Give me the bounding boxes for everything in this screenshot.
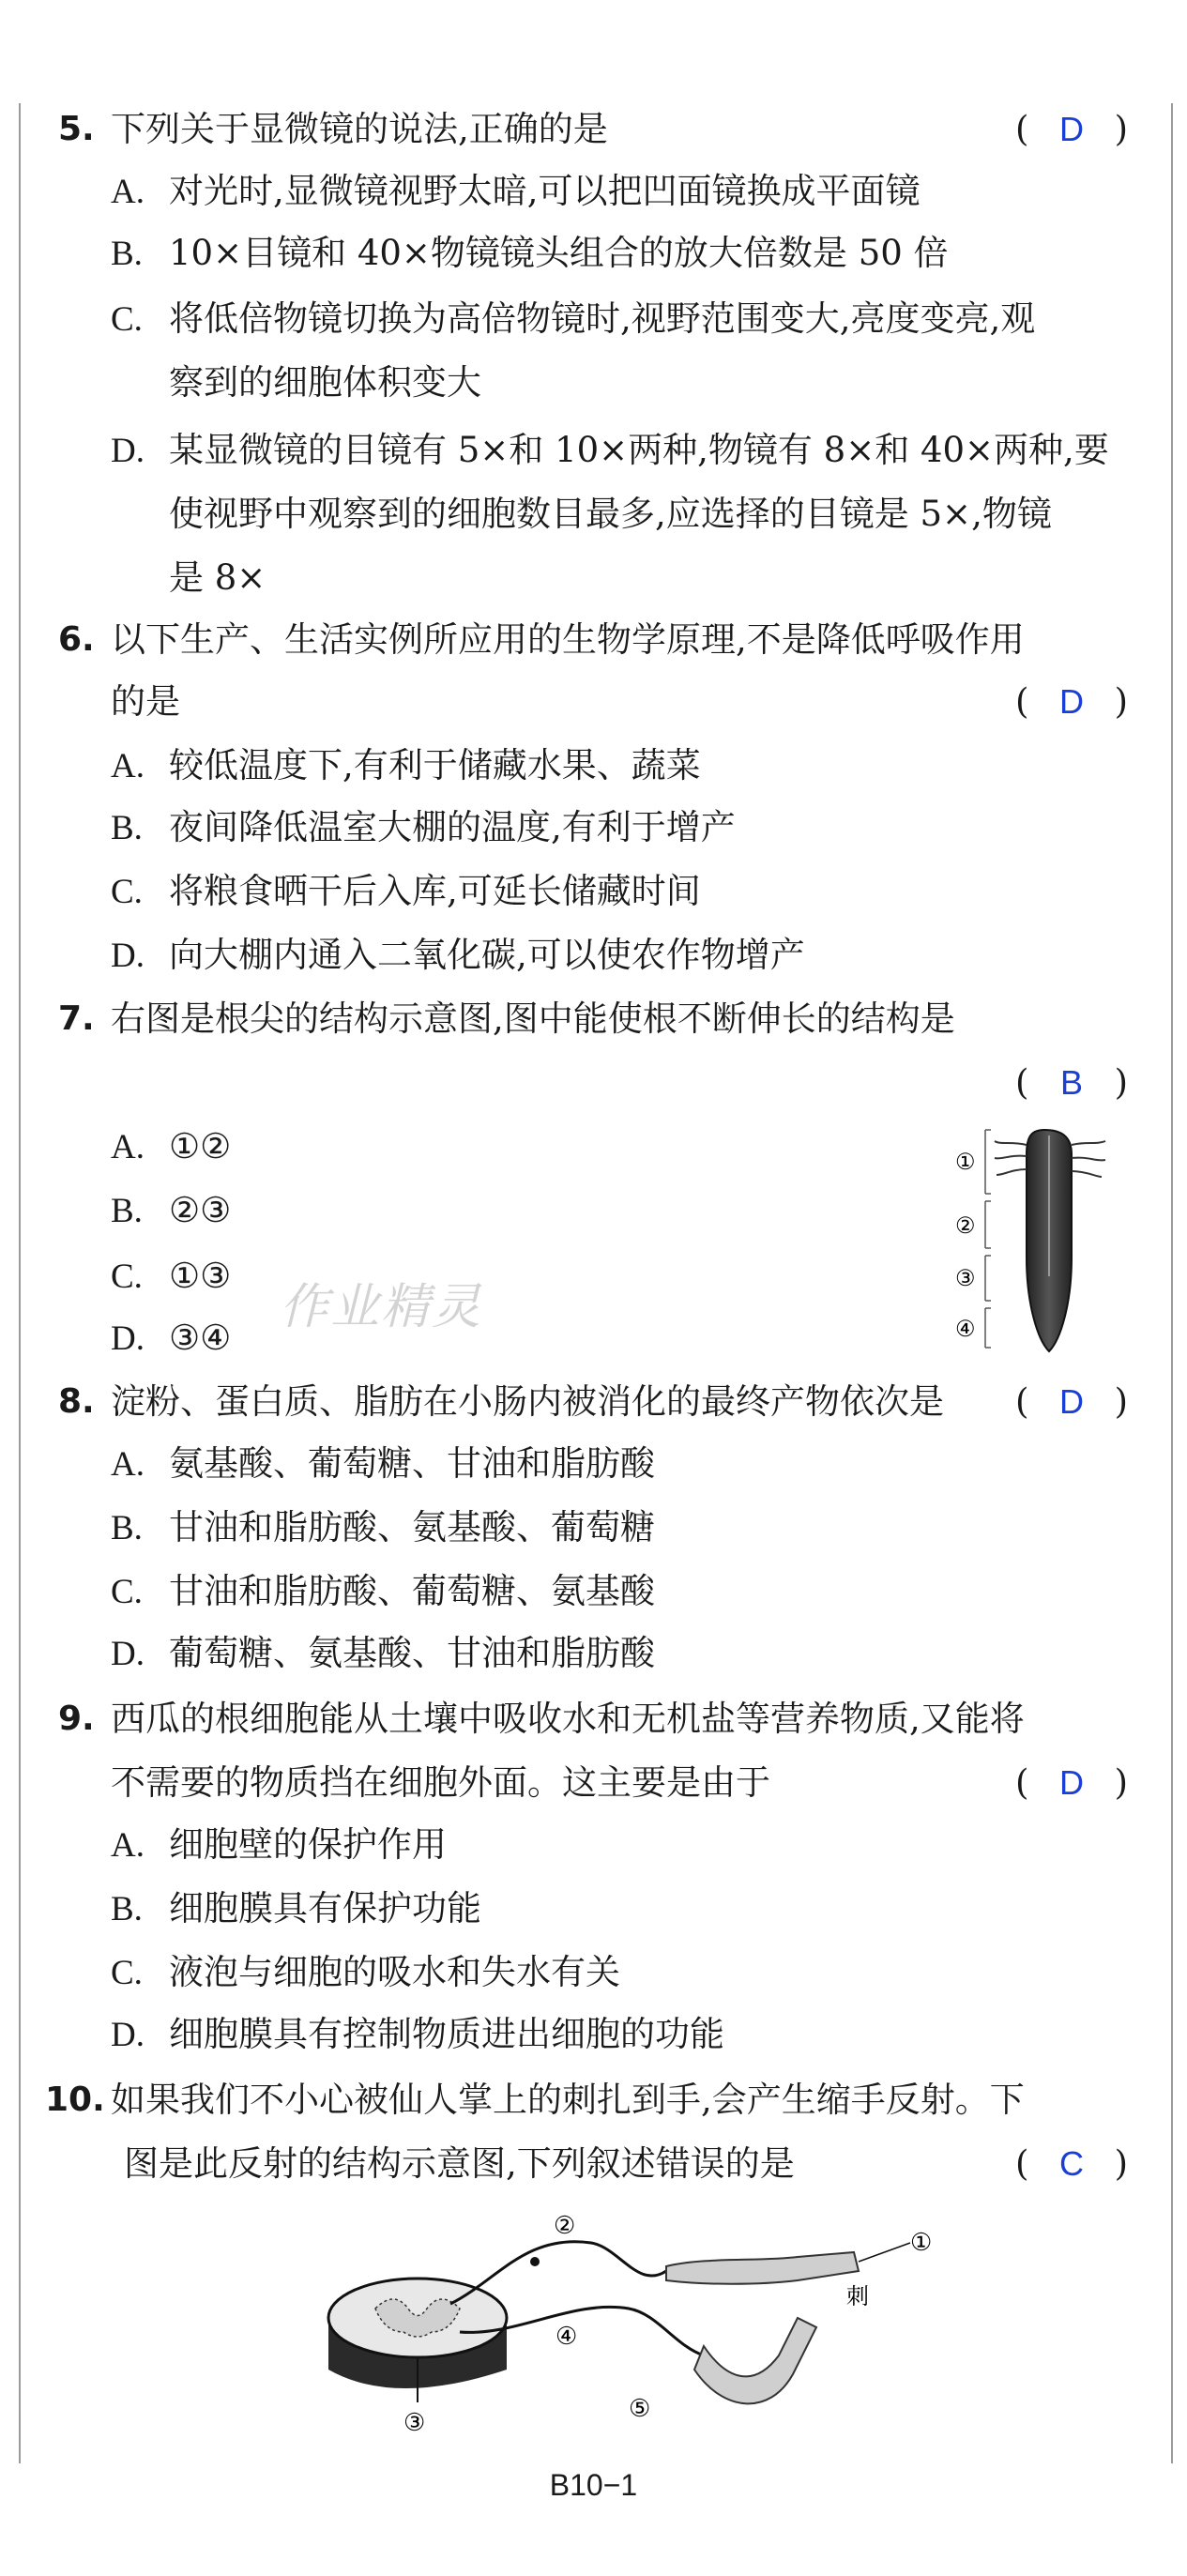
- question-7-stem: [0, 991, 1187, 1047]
- option: [0, 422, 1187, 479]
- question-6-stem: [0, 612, 1187, 668]
- answer-mark: C: [1059, 2144, 1084, 2183]
- option: [0, 291, 1187, 347]
- option-letter: D.: [111, 2016, 145, 2054]
- question-text: 以下生产、生活实例所应用的生物学原理,不是降低呼吸作用: [111, 619, 1025, 660]
- answer-mark: B: [1059, 1063, 1083, 1102]
- page-number: B10−1: [549, 2468, 638, 2502]
- option-letter: A.: [111, 1128, 145, 1166]
- option: [0, 1500, 1187, 1556]
- figure-label: ⑤: [629, 2395, 651, 2423]
- figure-label: ①: [955, 1149, 976, 1175]
- option-text: 氨基酸、葡萄糖、甘油和脂肪酸: [169, 1443, 655, 1484]
- root-tip-figure: [955, 1117, 1143, 1361]
- question-text: 右图是根尖的结构示意图,图中能使根不断伸长的结构是: [111, 998, 955, 1039]
- option-letter: B.: [111, 1890, 143, 1928]
- spinal-cord-section: [328, 2279, 507, 2402]
- question-8-stem: 8. 淀粉、蛋白质、脂肪在小肠内被消化的最终产物依次是 ( D ): [0, 1374, 1187, 1430]
- question-5-stem: 5. 下列关于显微镜的说法,正确的是 ( D ): [0, 101, 1187, 158]
- option-text-cont: 察到的细胞体积变大: [169, 362, 481, 403]
- option-text: 细胞膜具有保护功能: [169, 1888, 481, 1928]
- option-letter: A.: [111, 1445, 145, 1484]
- question-9-stem: [0, 1691, 1187, 1747]
- question-number: 6.: [58, 620, 95, 659]
- figure-label: ④: [555, 2323, 578, 2351]
- option-text: 较低温度下,有利于储藏水果、蔬菜: [169, 745, 701, 785]
- option-letter: A.: [111, 1826, 145, 1865]
- question-number: 8.: [58, 1382, 95, 1421]
- question-text: 如果我们不小心被仙人掌上的刺扎到手,会产生缩手反射。下: [111, 2080, 1025, 2120]
- question-text: 西瓜的根细胞能从土壤中吸收水和无机盐等营养物质,又能将: [111, 1699, 1025, 1739]
- option-letter: D.: [111, 1319, 145, 1358]
- option-text: 甘油和脂肪酸、葡萄糖、氨基酸: [169, 1571, 655, 1611]
- figure-label: ②: [955, 1212, 976, 1239]
- option-letter: C.: [111, 1258, 143, 1296]
- arm-lower: [694, 2318, 816, 2403]
- option-letter: A.: [111, 747, 145, 785]
- figure-label: ③: [403, 2409, 426, 2437]
- option-text: 某显微镜的目镜有 5×和 10×两种,物镜有 8×和 40×两种,要: [169, 430, 1109, 470]
- option-letter: D.: [111, 1635, 145, 1673]
- answer-mark: D: [1059, 1382, 1084, 1421]
- option-letter: B.: [111, 1509, 143, 1547]
- option: [0, 163, 1187, 220]
- option-letter: B.: [111, 235, 143, 273]
- option-letter: D.: [111, 937, 145, 975]
- option: [0, 863, 1187, 920]
- option-letter: B.: [111, 809, 143, 847]
- option-text: 细胞壁的保护作用: [169, 1824, 447, 1865]
- option-letter: C.: [111, 1573, 143, 1611]
- question-text-cont: 的是: [111, 681, 180, 722]
- option: [0, 738, 1187, 794]
- option-text: ①③: [169, 1256, 232, 1296]
- nerve-ganglion: [530, 2257, 540, 2266]
- option-text: 甘油和脂肪酸、氨基酸、葡萄糖: [169, 1507, 655, 1547]
- question-text: 下列关于显微镜的说法,正确的是: [111, 109, 608, 149]
- question-number: 9.: [58, 1700, 95, 1738]
- option-text: 液泡与细胞的吸水和失水有关: [169, 1952, 620, 1992]
- option-text: 细胞膜具有控制物质进出细胞的功能: [169, 2014, 724, 2054]
- option-letter: C.: [111, 873, 143, 911]
- question-number: 7.: [58, 999, 95, 1038]
- reflex-arc-figure: [310, 2215, 985, 2449]
- option: [0, 2006, 1187, 2063]
- option: [0, 1436, 1187, 1492]
- figure-label: ①: [910, 2229, 933, 2257]
- option-text-cont: 使视野中观察到的细胞数目最多,应选择的目镜是 5×,物镜: [169, 494, 1052, 534]
- option: [0, 800, 1187, 856]
- answer-mark: D: [1059, 682, 1084, 721]
- option-text: ①②: [169, 1126, 232, 1166]
- option-text: 对光时,显微镜视野太暗,可以把凹面镜换成平面镜: [169, 171, 921, 211]
- option-text: 夜间降低温室大棚的温度,有利于增产: [169, 807, 736, 847]
- watermark: 作业精灵: [280, 1279, 483, 1335]
- option-letter: B.: [111, 1192, 143, 1230]
- option: [0, 927, 1187, 983]
- figure-label: ②: [554, 2215, 576, 2240]
- figure-label: ③: [955, 1265, 976, 1291]
- question-text: 淀粉、蛋白质、脂肪在小肠内被消化的最终产物依次是: [111, 1381, 944, 1422]
- option-text-cont: 是 8×: [169, 557, 266, 598]
- option-text: 将粮食晒干后入库,可延长储藏时间: [169, 871, 701, 911]
- option-text: ②③: [169, 1190, 232, 1230]
- option-text: 葡萄糖、氨基酸、甘油和脂肪酸: [169, 1633, 655, 1673]
- option-text: 向大棚内通入二氧化碳,可以使农作物增产: [169, 935, 805, 975]
- thorn-label: 刺: [846, 2283, 869, 2309]
- question-text-cont: 不需要的物质挡在细胞外面。这主要是由于: [111, 1762, 770, 1803]
- option-letter: D.: [111, 432, 145, 470]
- option-letter: A.: [111, 173, 145, 211]
- label-brackets: [985, 1130, 991, 1348]
- arm-upper: [666, 2252, 859, 2284]
- option-text: 10×目镜和 40×物镜镜头组合的放大倍数是 50 倍: [169, 233, 949, 273]
- option: [0, 1625, 1187, 1682]
- question-10-stem: [0, 2072, 1187, 2128]
- option-letter: C.: [111, 300, 143, 339]
- option-text: ③④: [169, 1318, 232, 1358]
- option: [0, 1817, 1187, 1873]
- option-letter: C.: [111, 1954, 143, 1992]
- option: [0, 1881, 1187, 1937]
- question-number: 5.: [58, 110, 95, 148]
- answer-mark: D: [1059, 110, 1084, 148]
- question-text-cont: 图是此反射的结构示意图,下列叙述错误的是: [124, 2143, 795, 2184]
- answer-mark: D: [1059, 1763, 1084, 1802]
- question-number: 10.: [45, 2081, 105, 2119]
- option: [0, 1944, 1187, 2001]
- option: [0, 1563, 1187, 1620]
- figure-label: ④: [955, 1316, 976, 1342]
- option-text: 将低倍物镜切换为高倍物镜时,视野范围变大,亮度变亮,观: [169, 298, 1036, 339]
- option: [0, 225, 1187, 282]
